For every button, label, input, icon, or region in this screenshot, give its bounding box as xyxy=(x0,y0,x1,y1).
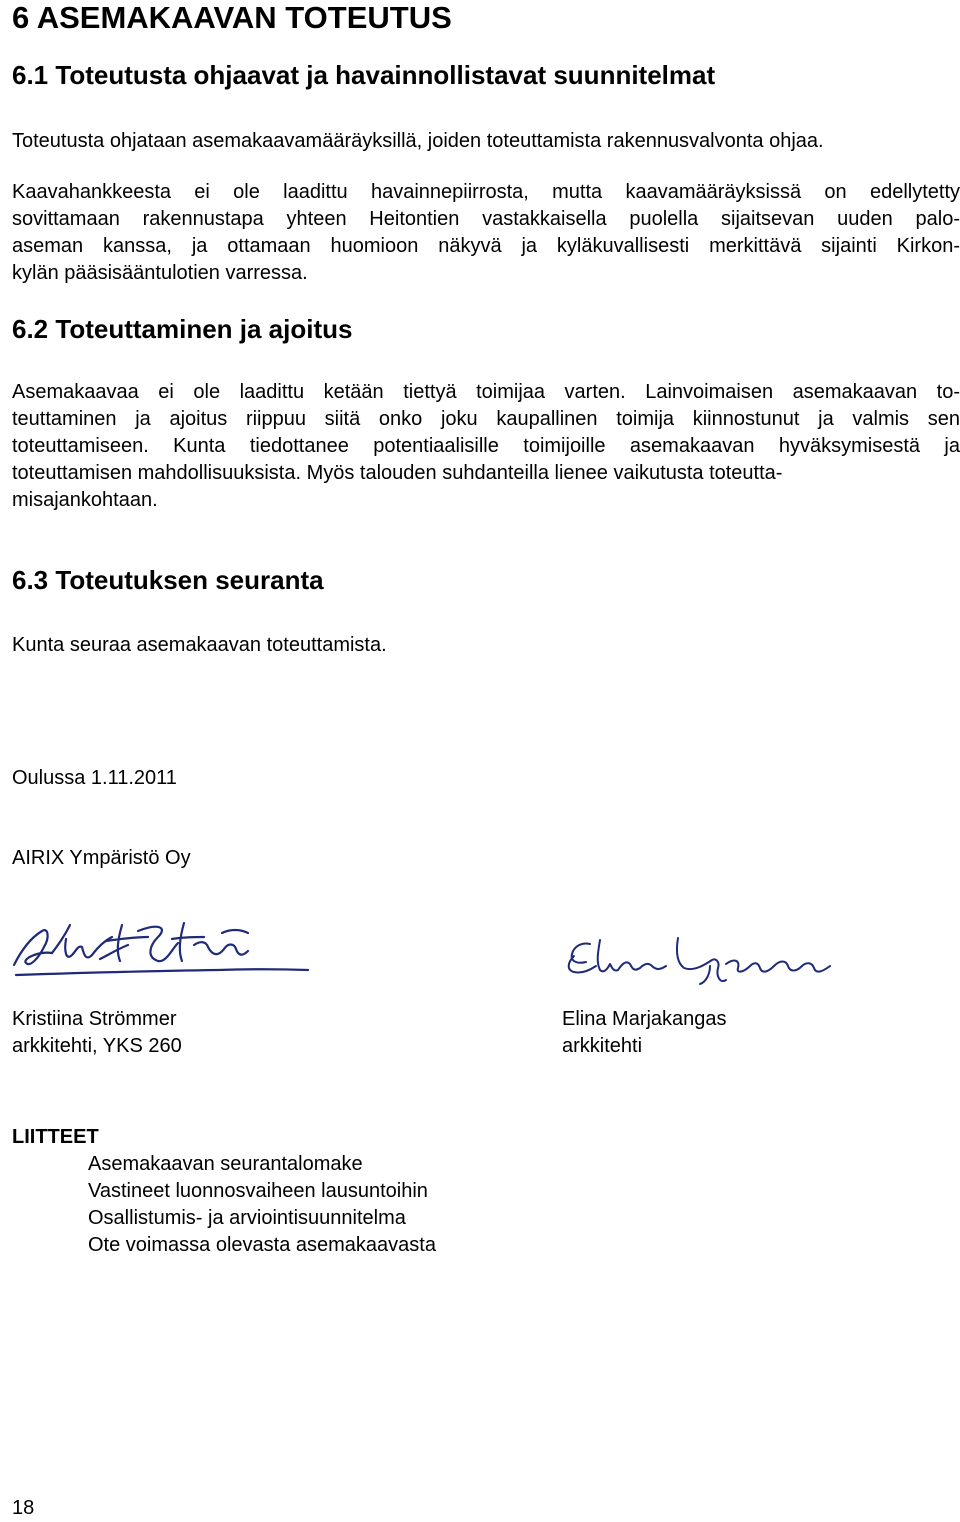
paragraph-line: sovittamaan rakennustapa yhteen Heitontien vastakkaisella puolella sijaitsevan uuden palo- xyxy=(12,208,960,230)
chapter-title: 6 ASEMAKAAVAN TOTEUTUS xyxy=(12,0,452,35)
paragraph-line: toteuttamisen mahdollisuuksista. Myös talouden suhdanteilla lienee vaikutusta toteutta- xyxy=(12,462,783,484)
attachment-item: Ote voimassa olevasta asemakaavasta xyxy=(88,1234,436,1256)
signatory-2-title: arkkitehti xyxy=(562,1035,643,1057)
paragraph-line: teuttaminen ja ajoitus riippuu siitä onko joku kaupallinen toimija kiinnostunut ja valmis sen xyxy=(12,408,960,430)
attachment-item: Vastineet luonnosvaiheen lausuntoihin xyxy=(88,1180,428,1202)
section-6-3-title: 6.3 Toteutuksen seuranta xyxy=(12,565,324,595)
paragraph-line: aseman kanssa, ja ottamaan huomioon näkyvä ja kyläkuvallisesti merkittävä sijainti Kirkon- xyxy=(12,235,960,257)
signatory-1-title: arkkitehti, YKS 260 xyxy=(12,1035,182,1057)
paragraph-line: toteuttamiseen. Kunta tiedottanee potentiaalisille toimijoille asemakaavan hyväksymisestä ja xyxy=(12,435,960,457)
section-6-2-title: 6.2 Toteuttaminen ja ajoitus xyxy=(12,314,353,344)
signatory-2-name: Elina Marjakangas xyxy=(562,1008,727,1030)
section-6-3-paragraph: Kunta seuraa asemakaavan toteuttamista. xyxy=(12,634,387,656)
paragraph-line: kylän pääsisääntulotien varressa. xyxy=(12,262,308,284)
paragraph-line: Asemakaavaa ei ole laadittu ketään tiettyä toimijaa varten. Lainvoimaisen asemakaavan to- xyxy=(12,381,960,403)
company-name: AIRIX Ympäristö Oy xyxy=(12,847,191,869)
paragraph-line: misajankohtaan. xyxy=(12,489,158,511)
signatory-1-name: Kristiina Strömmer xyxy=(12,1008,177,1030)
attachments-list xyxy=(88,1151,436,1259)
place-date: Oulussa 1.11.2011 xyxy=(12,767,177,789)
signature-elina-marjakangas xyxy=(560,930,835,988)
section-6-1-paragraph-1: Toteutusta ohjataan asemakaavamääräyksillä, joiden toteuttamista rakennusvalvonta ohjaa. xyxy=(12,130,824,152)
signature-kristiina-strommer xyxy=(8,915,313,985)
attachments-heading: LIITTEET xyxy=(12,1126,99,1148)
section-6-1-paragraph-2 xyxy=(12,179,960,287)
page-number: 18 xyxy=(12,1497,35,1519)
paragraph-line: Kaavahankkeesta ei ole laadittu havainnepiirrosta, mutta kaavamääräyksissä on edellytetty xyxy=(12,181,960,203)
attachment-item: Asemakaavan seurantalomake xyxy=(88,1153,363,1175)
attachment-item: Osallistumis- ja arviointisuunnitelma xyxy=(88,1207,406,1229)
section-6-1-title: 6.1 Toteutusta ohjaavat ja havainnollistavat suunnitelmat xyxy=(12,60,716,90)
section-6-2-paragraph xyxy=(12,379,960,514)
